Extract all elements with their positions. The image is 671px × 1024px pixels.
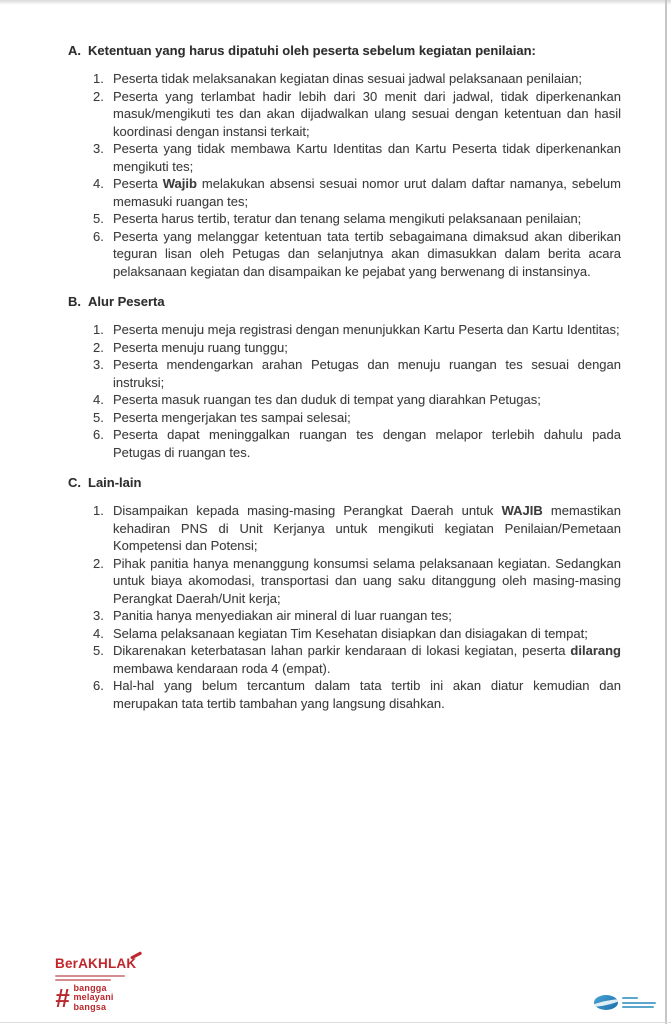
page-edge-bottom xyxy=(0,1022,671,1023)
item-text: memastikan kehadiran PNS di Unit Kerjanya untuk mengikuti kegiatan Penilaian/Pemetaan Kompetensi dan Potensi; xyxy=(113,503,621,553)
item-text: Peserta dapat meninggalkan ruangan tes dengan melapor terlebih dahulu pada Petugas di ruangan tes. xyxy=(113,427,621,460)
item-text: Peserta yang melanggar ketentuan tata tertib sebagaimana dimaksud akan diberikan teguran lisan oleh Petugas dan selanjutnya akan dimasukkan dalam berita acara pelaksanaan kegiatan dan disampaikan ke pejabat yang berwenang di instansinya. xyxy=(113,228,621,279)
section-letter: B. xyxy=(68,294,81,309)
list-item xyxy=(113,70,621,88)
berakhlak-tagline-strip xyxy=(55,979,111,981)
section-a xyxy=(68,42,621,280)
section-title: Alur Peserta xyxy=(88,294,165,309)
list-item xyxy=(113,175,621,210)
berakhlak-wordmark: BerAKHLAK xyxy=(55,955,137,971)
page-edge-top xyxy=(0,0,671,5)
emphasized-text: WAJIB xyxy=(501,503,543,518)
section-c xyxy=(68,474,621,712)
agency-text-strip xyxy=(622,1002,656,1004)
list-item xyxy=(113,321,621,339)
item-text: Pihak panitia hanya menanggung konsumsi selama pelaksanaan kegiatan. Sedangkan untuk biaya akomodasi, transportasi dan uang saku ditanggung oleh masing-masing Perangkat Daerah/Unit kerja; xyxy=(113,555,621,606)
berakhlak-logo xyxy=(55,955,185,1013)
page-edge-right xyxy=(665,0,667,1024)
item-text: Dikarenakan keterbatasan lahan parkir kendaraan di lokasi kegiatan, peserta xyxy=(113,643,571,658)
item-text: Peserta menuju meja registrasi dengan menunjukkan Kartu Peserta dan Kartu Identitas; xyxy=(113,322,620,337)
item-text: Peserta mengerjakan tes sampai selesai; xyxy=(113,409,351,425)
item-text: membawa kendaraan roda 4 (empat). xyxy=(113,660,331,676)
item-text: Peserta yang terlambat hadir lebih dari 30 menit dari jadwal, tidak diperkenankan masuk/mengikuti tes dan akan dijadwalkan ulang sesuai dengan ketentuan dan hasil koordinasi dengan instansi terkait; xyxy=(113,88,621,139)
item-text: Peserta tidak melaksanakan kegiatan dinas sesuai jadwal pelaksanaan penilaian; xyxy=(113,71,583,86)
emphasized-text: Wajib xyxy=(162,176,197,191)
list-item xyxy=(113,356,621,391)
section-title: Lain-lain xyxy=(88,475,142,490)
list-item xyxy=(113,391,621,409)
document-body xyxy=(68,42,621,725)
bangga-melayani-bangsa-logo xyxy=(55,984,185,1013)
section-title: Ketentuan yang harus dipatuhi oleh peserta sebelum kegiatan penilaian: xyxy=(88,43,536,58)
list-item xyxy=(113,502,621,555)
berakhlak-tagline-strip xyxy=(55,975,125,977)
section-b-item-list xyxy=(68,321,621,461)
section-a-heading xyxy=(68,42,621,60)
list-item xyxy=(113,409,621,427)
agency-logo-text xyxy=(622,996,656,1009)
section-letter: C. xyxy=(68,475,81,490)
item-text: Peserta masuk ruangan tes dan duduk di tempat yang diarahkan Petugas; xyxy=(113,392,541,407)
list-item xyxy=(113,140,621,175)
item-text: Peserta menuju ruang tunggu; xyxy=(113,339,288,355)
section-a-item-list xyxy=(68,70,621,280)
list-item xyxy=(113,625,621,643)
item-text: Peserta harus tertib, teratur dan tenang selama mengikuti pelaksanaan penilaian; xyxy=(113,211,582,226)
section-c-heading xyxy=(68,474,621,492)
agency-text-strip xyxy=(622,1006,654,1008)
list-item xyxy=(113,339,621,357)
agency-text-strip xyxy=(622,997,638,999)
list-item xyxy=(113,426,621,461)
list-item xyxy=(113,642,621,677)
item-text: melakukan absensi sesuai nomor urut dalam daftar namanya, sebelum memasuki ruangan tes; xyxy=(113,176,621,209)
hashtag-word: melayani xyxy=(73,992,114,1002)
item-text: Selama pelaksanaan kegiatan Tim Kesehatan disiapkan dan disiagakan di tempat; xyxy=(113,625,588,641)
item-text: Panitia hanya menyediakan air mineral di luar ruangan tes; xyxy=(113,608,452,623)
list-item xyxy=(113,228,621,281)
section-c-item-list xyxy=(68,502,621,712)
list-item xyxy=(113,677,621,712)
list-item xyxy=(113,607,621,625)
agency-globe-icon xyxy=(594,995,618,1010)
hashtag-word: bangsa xyxy=(73,1001,107,1012)
item-text: Disampaikan kepada masing-masing Perangkat Daerah untuk xyxy=(113,503,502,518)
list-item xyxy=(113,555,621,608)
hashtag-icon: # xyxy=(55,982,70,1013)
emphasized-text: dilarang xyxy=(570,643,621,658)
item-text: Peserta mendengarkan arahan Petugas dan menuju ruangan tes sesuai dengan instruksi; xyxy=(113,357,621,390)
hashtag-word: bangga xyxy=(73,982,107,993)
section-b xyxy=(68,293,621,461)
item-text: Peserta xyxy=(113,176,163,191)
list-item xyxy=(113,88,621,141)
agency-logo xyxy=(594,995,656,1010)
hashtag-words xyxy=(73,984,113,1013)
list-item xyxy=(113,210,621,228)
section-letter: A. xyxy=(68,43,81,58)
item-text: Hal-hal yang belum tercantum dalam tata tertib ini akan diatur kemudian dan merupakan tata tertib tambahan yang langsung disahkan. xyxy=(113,678,621,711)
item-text: Peserta yang tidak membawa Kartu Identitas dan Kartu Peserta tidak diperkenankan mengikuti tes; xyxy=(113,141,621,174)
section-b-heading xyxy=(68,293,621,311)
